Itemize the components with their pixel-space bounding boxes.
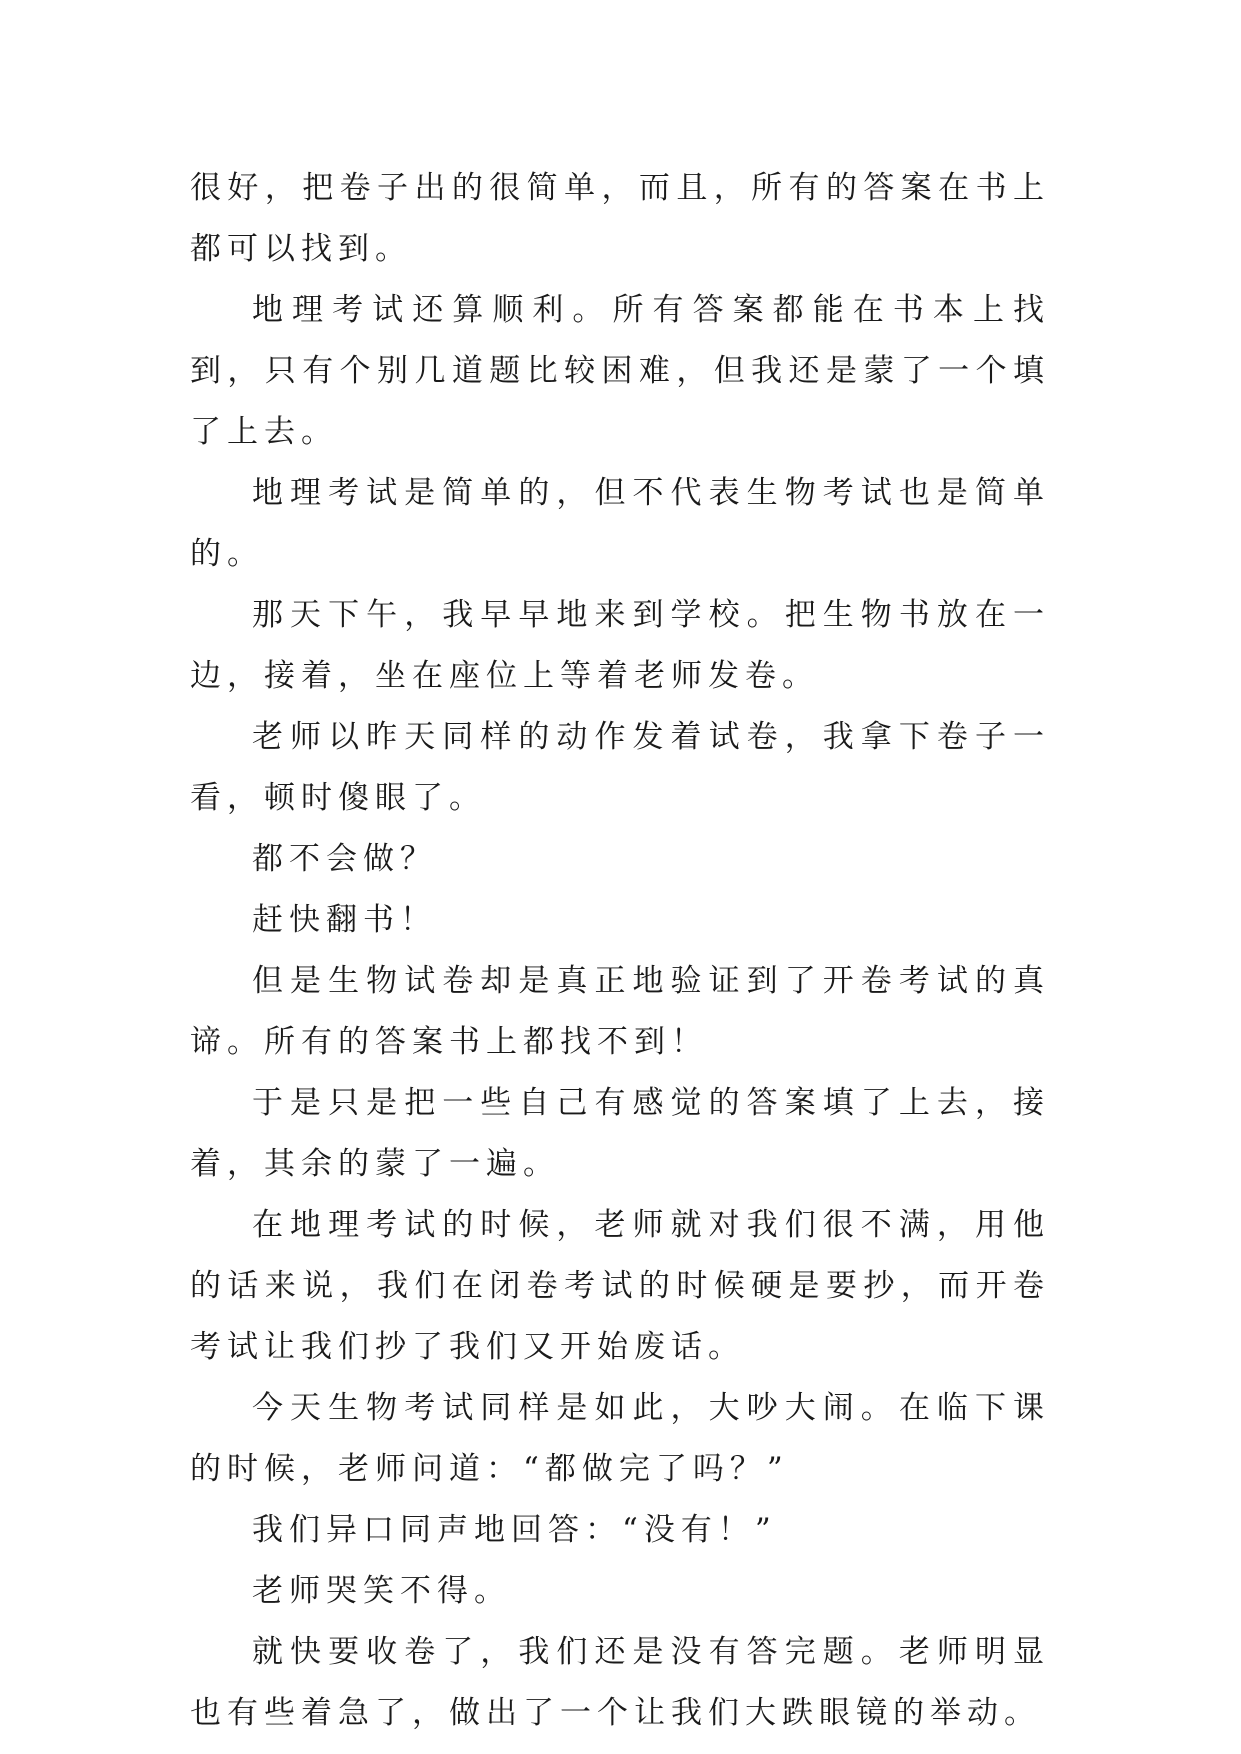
paragraph: 地理考试还算顺利。所有答案都能在书本上找到，只有个别几道题比较困难，但我还是蒙了一个填了上去。 [190, 292, 1050, 450]
paragraph: 于是只是把一些自己有感觉的答案填了上去，接着，其余的蒙了一遍。 [190, 1085, 1050, 1182]
paragraph: 赶快翻书！ [252, 902, 437, 938]
paragraph: 老师哭笑不得。 [252, 1573, 511, 1609]
paragraph: 就快要收卷了，我们还是没有答完题。老师明显也有些着急了，做出了一个让我们大跌眼镜的举动。 [190, 1634, 1050, 1731]
paragraph: 地理考试是简单的，但不代表生物考试也是简单的。 [190, 475, 1050, 572]
paragraph: 都不会做？ [252, 841, 437, 877]
paragraph: 在地理考试的时候，老师就对我们很不满，用他的话来说，我们在闭卷考试的时候硬是要抄，而开卷考试让我们抄了我们又开始废话。 [190, 1207, 1050, 1365]
paragraph: 老师以昨天同样的动作发着试卷，我拿下卷子一看，顿时傻眼了。 [190, 719, 1050, 816]
paragraph: 那天下午，我早早地来到学校。把生物书放在一边，接着，坐在座位上等着老师发卷。 [190, 597, 1050, 694]
paragraph: 但是生物试卷却是真正地验证到了开卷考试的真谛。所有的答案书上都找不到！ [190, 963, 1050, 1060]
document-body [190, 158, 1050, 1744]
paragraph: 我们异口同声地回答：“没有！” [252, 1512, 777, 1548]
paragraph: 今天生物考试同样是如此，大吵大闹。在临下课的时候，老师问道：“都做完了吗？” [190, 1390, 1050, 1487]
paragraph: 很好，把卷子出的很简单，而且，所有的答案在书上都可以找到。 [190, 170, 1050, 267]
